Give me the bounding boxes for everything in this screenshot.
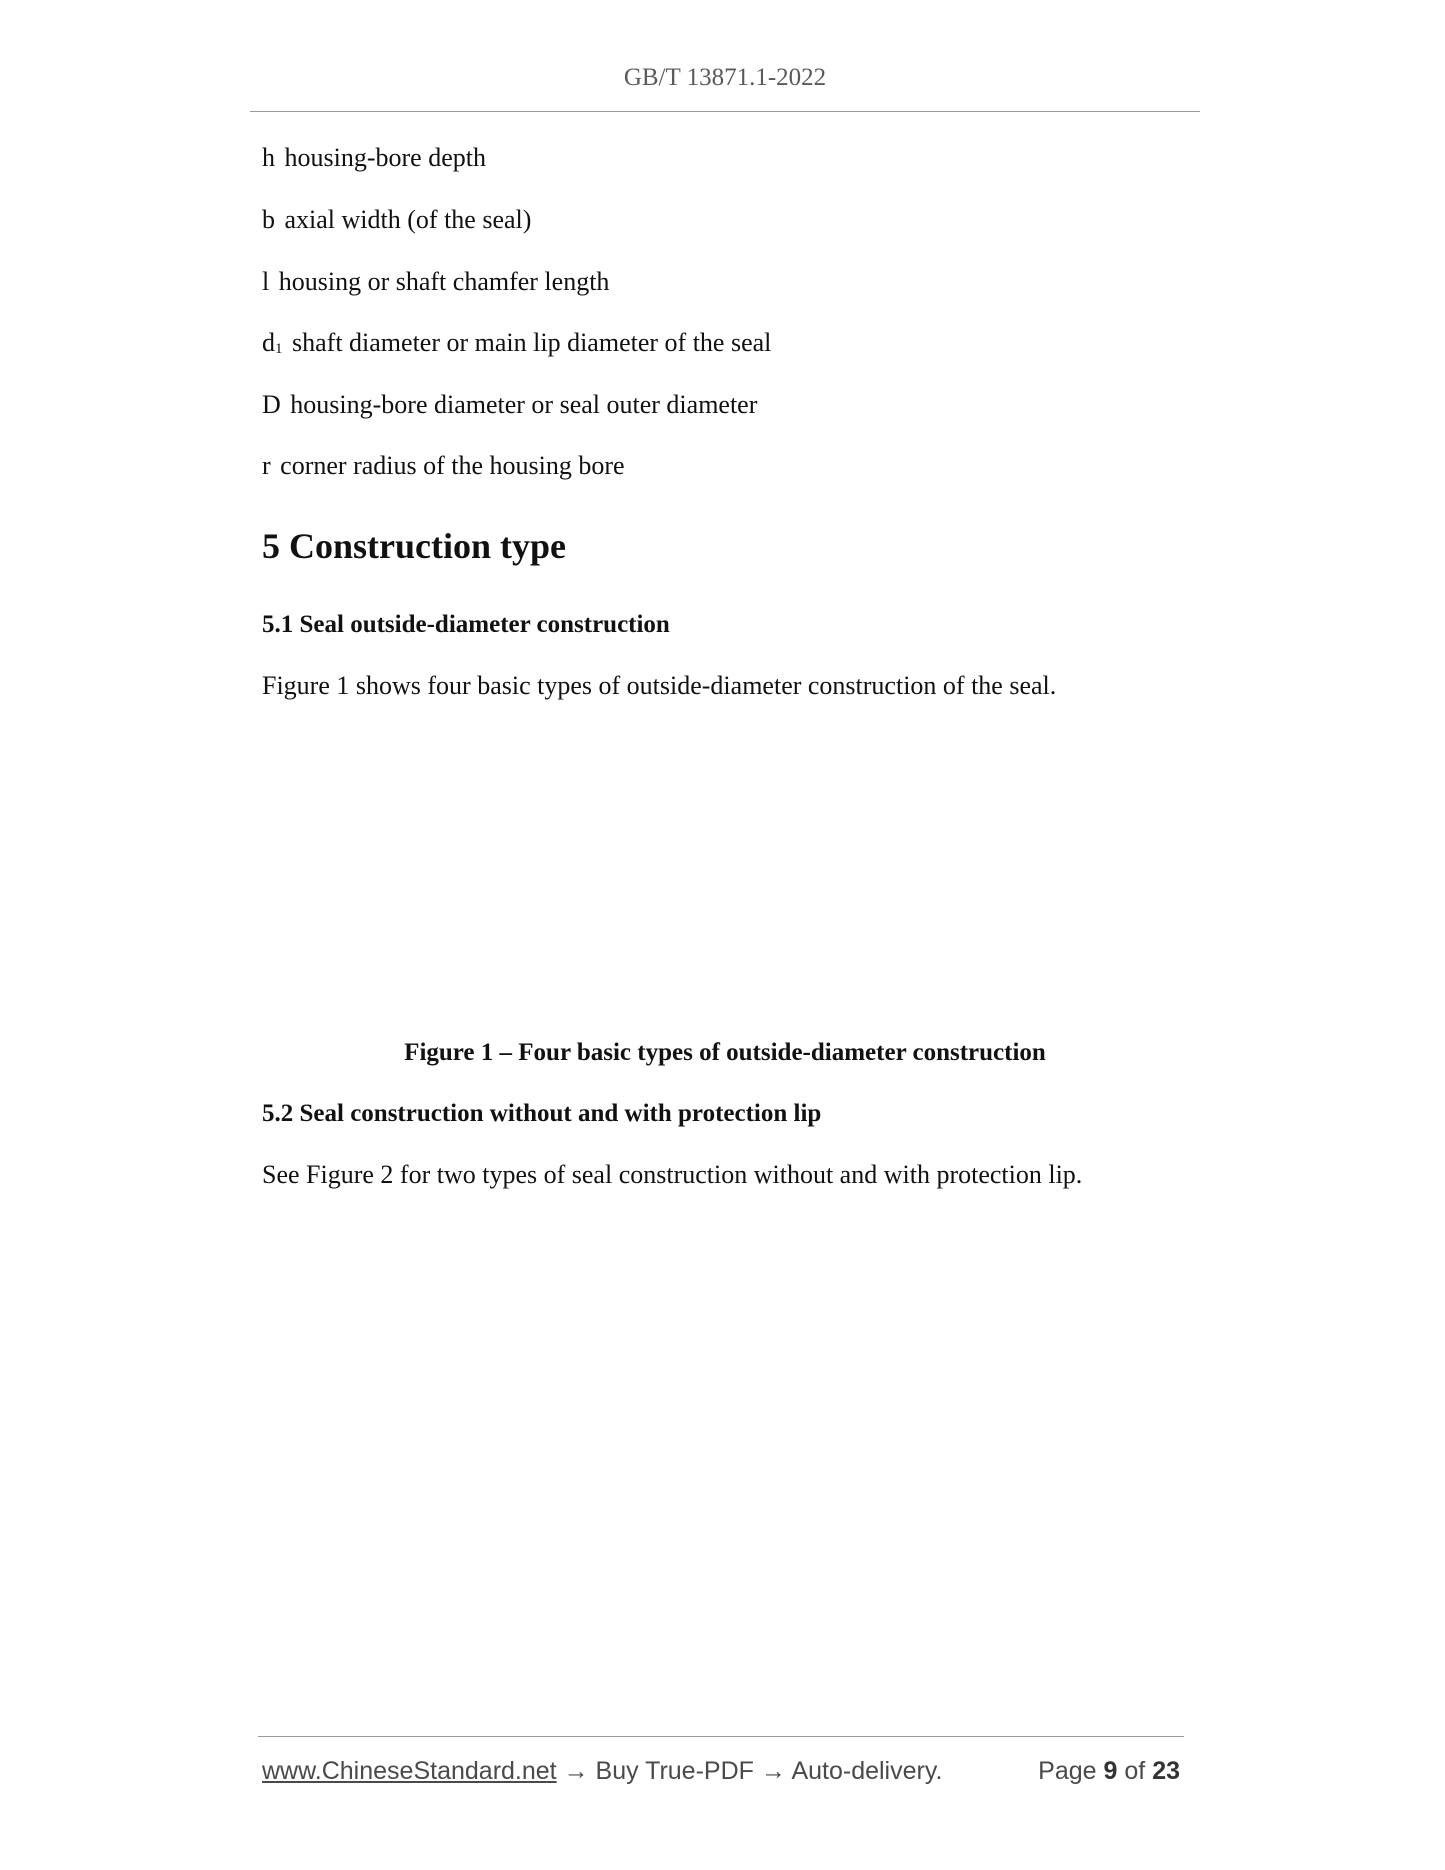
symbol-letter: d: [262, 328, 275, 357]
standard-code: GB/T 13871.1-2022: [623, 64, 827, 91]
page-label: Page: [1038, 1757, 1097, 1785]
symbol-item: [262, 205, 531, 241]
page-of: of: [1124, 1757, 1146, 1785]
section-heading: 5 Construction type: [262, 526, 566, 566]
symbol-item: [262, 390, 757, 426]
symbol-description: shaft diameter or main lip diameter of the seal: [292, 328, 772, 357]
paragraph-5-1: Figure 1 shows four basic types of outside-diameter construction of the seal.: [262, 671, 1057, 700]
symbol-item: [262, 328, 771, 364]
symbol-description: housing-bore depth: [284, 143, 486, 172]
subsection-heading-5-1: 5.1 Seal outside-diameter construction: [262, 611, 670, 638]
footer-divider: [258, 1736, 1184, 1737]
symbol-description: housing or shaft chamfer length: [278, 267, 610, 296]
symbol-letter: l: [262, 267, 270, 296]
symbol-item: [262, 451, 625, 487]
footer-step-buy: Buy True-PDF: [595, 1757, 754, 1785]
symbol-item: [262, 143, 486, 179]
symbol-description: housing-bore diameter or seal outer diameter: [290, 390, 758, 419]
arrow-right-icon: →: [563, 1757, 589, 1785]
subsection-heading-5-2: 5.2 Seal construction without and with protection lip: [262, 1100, 822, 1127]
paragraph-5-2: See Figure 2 for two types of seal construction without and with protection lip.: [262, 1160, 1083, 1189]
figure-2-placeholder: [262, 1215, 1182, 1695]
website-link[interactable]: www.ChineseStandard.net: [262, 1757, 557, 1785]
page-number: [1038, 1757, 1180, 1786]
symbol-description: corner radius of the housing bore: [280, 451, 625, 480]
symbol-item: [262, 267, 609, 303]
symbol-letter: D: [262, 390, 281, 419]
footer-step-delivery: Auto-delivery.: [791, 1757, 943, 1785]
page-current: 9: [1103, 1757, 1118, 1785]
header-divider: [250, 111, 1200, 112]
symbol-letter: h: [262, 143, 275, 172]
arrow-right-icon: →: [760, 1757, 786, 1785]
figure-1-caption: Figure 1 – Four basic types of outside-diameter construction: [404, 1039, 1046, 1066]
figure-1-placeholder: [262, 730, 1182, 1020]
symbol-subscript: 1: [275, 341, 283, 357]
symbol-letter: r: [262, 451, 271, 480]
symbol-letter: b: [262, 205, 275, 234]
symbol-description: axial width (of the seal): [284, 205, 532, 234]
footer-promo: [262, 1757, 942, 1786]
page-total: 23: [1152, 1757, 1180, 1785]
